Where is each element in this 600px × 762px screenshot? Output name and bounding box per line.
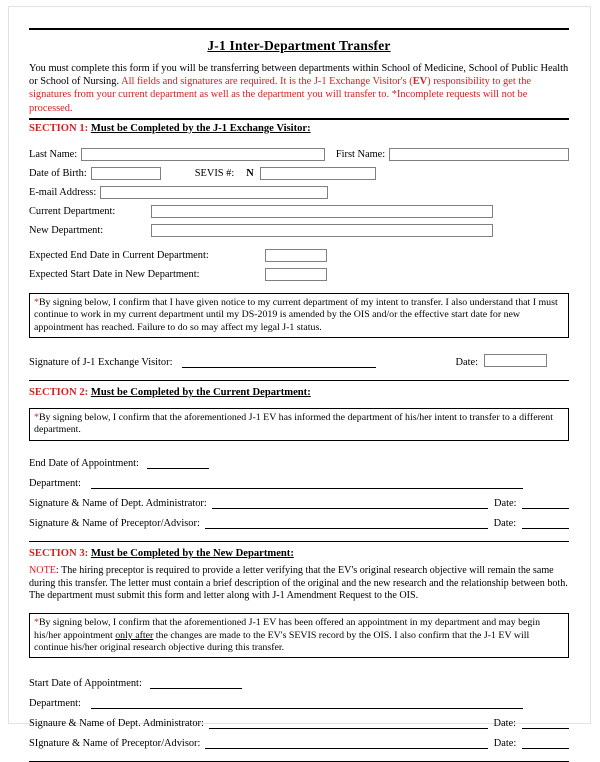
input-section1-date[interactable] xyxy=(484,354,547,367)
input-last-name[interactable] xyxy=(81,148,325,161)
section2-number: SECTION 2: xyxy=(29,387,89,399)
label-section2-admin-date: Date: xyxy=(493,497,517,509)
label-section3-preceptor-advisor: SIgnature & Name of Preceptor/Advisor: xyxy=(29,738,201,750)
input-sevis-number[interactable] xyxy=(260,167,376,180)
input-section3-admin-date[interactable] xyxy=(522,715,569,729)
label-sevis-number: SEVIS #: xyxy=(194,167,235,179)
label-current-department: Current Department: xyxy=(29,205,116,217)
section3-statement-box xyxy=(29,613,569,658)
intro-text-red-1: All fields and signatures are required. It is the J-1 Exchange Visitor's ( xyxy=(121,76,413,88)
row-name xyxy=(29,145,569,164)
input-end-date-of-appointment[interactable] xyxy=(147,455,209,469)
input-section3-department[interactable] xyxy=(91,695,523,709)
intro-text-black: You must complete this form if you will be transferring between departments within School of Medicine, School of Public Health or School of Nursing. xyxy=(29,63,569,88)
label-section2-department: Department: xyxy=(29,477,81,489)
input-section2-department[interactable] xyxy=(91,475,523,489)
section2-heading xyxy=(29,381,569,400)
input-section3-dept-administrator[interactable] xyxy=(209,715,488,729)
label-section3-department: Department: xyxy=(29,698,81,710)
row-expected-end-date xyxy=(29,246,569,265)
section1-statement-box xyxy=(29,293,569,338)
label-section2-dept-administrator: Signature & Name of Dept. Administrator: xyxy=(29,497,207,509)
section3-title: Must be Completed by the New Department: xyxy=(90,547,294,559)
label-signature-j1-visitor: Signature of J-1 Exchange Visitor: xyxy=(29,357,173,369)
row-expected-start-date xyxy=(29,265,569,284)
intro-ev-abbrev: EV xyxy=(412,76,428,88)
section1-heading xyxy=(29,120,569,136)
input-start-date-of-appointment[interactable] xyxy=(150,675,242,689)
input-expected-end-date[interactable] xyxy=(265,249,327,262)
section1-statement-text: By signing below, I confirm that I have given notice to my current department of my intent to transfer. I also understand that I must continue to work in my current department until my DS-2019 is amended by the OIS and/or the effective start date for new appointment has reached. Failure to do so may affect my legal J-1 status. xyxy=(34,296,558,333)
input-signature-j1-visitor[interactable] xyxy=(182,354,376,368)
section2-statement-box xyxy=(29,408,569,441)
row-section3-dept-administrator xyxy=(29,709,569,729)
statement-asterisk: * xyxy=(34,412,39,424)
row-start-date-of-appointment xyxy=(29,669,569,689)
label-section2-preceptor-advisor: Signature & Name of Preceptor/Advisor: xyxy=(29,517,200,529)
section3-statement-underlined: only after xyxy=(115,629,154,641)
title-block xyxy=(29,37,569,55)
section3-statement-text-after: the changes are made to the EV's SEVIS record by the OIS. I also confirm that the J-1 EV will continue his/her original research objective during this transfer. xyxy=(34,629,530,654)
label-expected-end-date: Expected End Date in Current Department: xyxy=(29,249,209,261)
label-end-date-of-appointment: End Date of Appointment: xyxy=(29,457,139,469)
input-expected-start-date[interactable] xyxy=(265,268,327,281)
label-section1-date: Date: xyxy=(455,357,478,369)
statement-asterisk: * xyxy=(34,296,39,308)
row-section3-preceptor xyxy=(29,729,569,749)
label-last-name: Last Name: xyxy=(29,148,78,160)
intro-paragraph xyxy=(29,62,569,115)
input-section2-admin-date[interactable] xyxy=(522,495,569,509)
row-section1-signature xyxy=(29,348,569,368)
page-title: J-1 Inter-Department Transfer xyxy=(207,38,391,53)
label-section3-preceptor-date: Date: xyxy=(493,738,517,750)
row-section3-department xyxy=(29,689,569,709)
label-section3-admin-date: Date: xyxy=(493,718,517,730)
input-email-address[interactable] xyxy=(100,186,328,199)
label-new-department: New Department: xyxy=(29,224,104,236)
input-section2-preceptor-date[interactable] xyxy=(522,515,569,529)
row-section2-preceptor xyxy=(29,509,569,529)
input-current-department[interactable] xyxy=(151,205,493,218)
document-content xyxy=(29,28,569,762)
label-section2-preceptor-date: Date: xyxy=(493,517,517,529)
label-start-date-of-appointment: Start Date of Appointment: xyxy=(29,678,142,690)
label-email-address: E-mail Address: xyxy=(29,186,97,198)
note-text: : The hiring preceptor is required to provide a letter verifying that the EV's original research objective will remain the same during this transfer. The letter must contain a brief description of the original and the new research and the relationship between both. The department must submit this form and letter along with J-1 Amendment Request to the OIS. xyxy=(29,564,568,602)
label-date-of-birth: Date of Birth: xyxy=(29,167,87,179)
input-first-name[interactable] xyxy=(389,148,569,161)
row-dob-sevis xyxy=(29,164,569,183)
row-end-date-of-appointment xyxy=(29,449,569,469)
section1-number: SECTION 1: xyxy=(29,122,89,134)
label-expected-start-date: Expected Start Date in New Department: xyxy=(29,268,200,280)
row-section2-department xyxy=(29,469,569,489)
section1-title: Must be Completed by the J-1 Exchange Visitor: xyxy=(90,122,311,134)
input-new-department[interactable] xyxy=(151,224,493,237)
section3-number: SECTION 3: xyxy=(29,547,89,559)
spacer xyxy=(29,749,569,761)
row-current-department xyxy=(29,202,569,221)
section2-title: Must be Completed by the Current Department: xyxy=(90,387,311,399)
section2-statement-text: By signing below, I confirm that the aforementioned J-1 EV has informed the department of his/her intent to transfer to a different department. xyxy=(34,412,553,436)
row-new-department xyxy=(29,221,569,240)
title-top-rule xyxy=(29,28,569,30)
input-section2-preceptor-advisor[interactable] xyxy=(205,515,488,529)
section3-heading xyxy=(29,542,569,561)
input-date-of-birth[interactable] xyxy=(91,167,161,180)
note-label: NOTE xyxy=(29,564,56,576)
intro-text-red-2: ) responsibility to get the signatures from your current department as well as the department you will transfer to. *Incomplete requests will not be processed. xyxy=(29,76,532,114)
section3-note xyxy=(29,565,569,603)
row-email xyxy=(29,183,569,202)
spacer xyxy=(29,368,569,380)
label-first-name: First Name: xyxy=(335,148,386,160)
row-section2-dept-administrator xyxy=(29,489,569,509)
input-section2-dept-administrator[interactable] xyxy=(212,495,488,509)
section3-statement-text-before: By signing below, I confirm that the aforementioned J-1 EV has been offered an appointment in my department and may begin his/her appointment xyxy=(34,617,541,641)
input-section3-preceptor-date[interactable] xyxy=(522,735,569,749)
statement-asterisk: * xyxy=(34,617,39,629)
spacer xyxy=(29,136,569,145)
label-section3-dept-administrator: Signaure & Name of Dept. Administrator: xyxy=(29,718,204,730)
sevis-prefix-n: N xyxy=(246,167,254,179)
input-section3-preceptor-advisor[interactable] xyxy=(205,735,487,749)
spacer xyxy=(29,529,569,541)
